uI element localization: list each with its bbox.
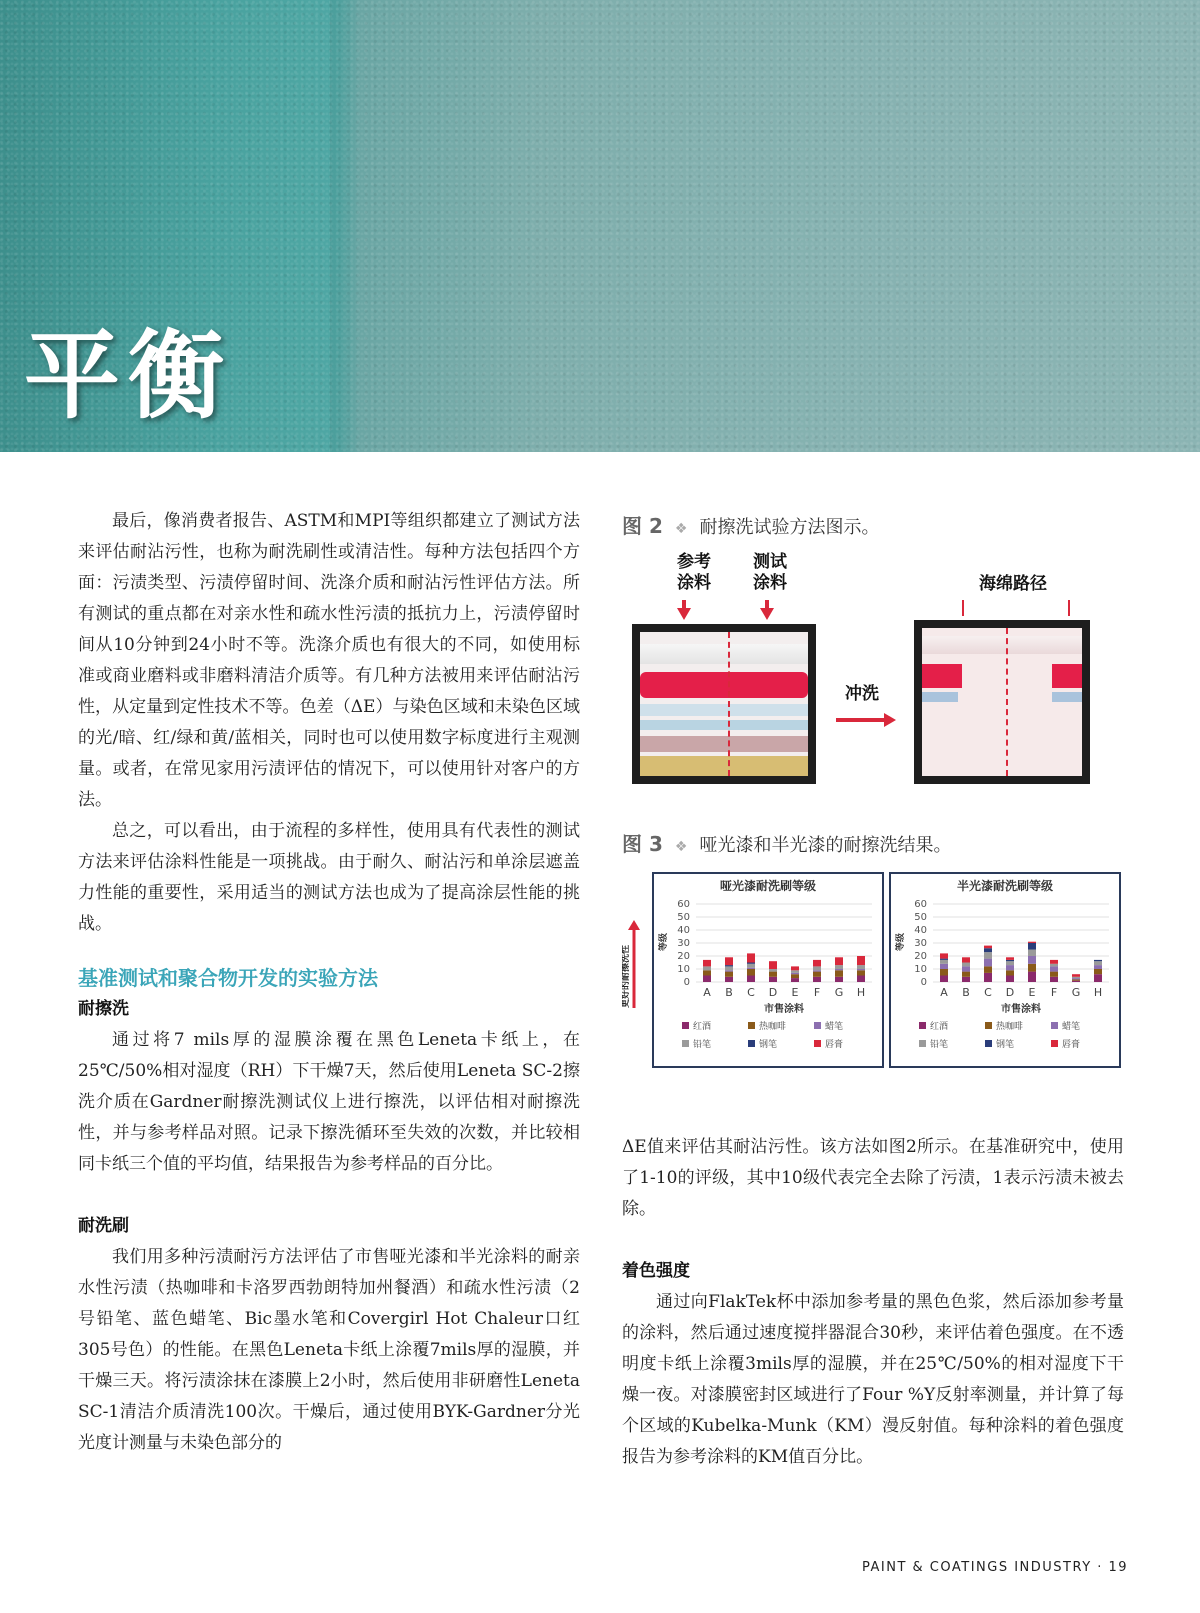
x-tick-label: C bbox=[747, 986, 755, 999]
bar-segment bbox=[813, 970, 821, 971]
x-tick-label: A bbox=[703, 986, 711, 999]
bar-segment bbox=[940, 976, 948, 983]
label-reference-paint: 参考 涂料 bbox=[677, 552, 711, 593]
paragraph: 总之，可以看出，由于流程的多样性，使用具有代表性的测试方法来评估涂料性能是一项挑战。由于耐久、耐沾污和单涂层遮盖力性能的重要性，采用适当的测试方法也成为了提高涂层性能的挑战。 bbox=[78, 821, 580, 934]
x-tick-label: F bbox=[813, 986, 821, 999]
bar-segment bbox=[1050, 960, 1058, 964]
bar-segment bbox=[1006, 976, 1014, 983]
figure-2 bbox=[622, 548, 1122, 784]
chart-title: 半光漆耐洗刷等级 bbox=[956, 879, 1054, 893]
bar-segment bbox=[940, 959, 948, 960]
hero-image bbox=[0, 0, 1200, 452]
bar-segment bbox=[835, 977, 843, 982]
y-axis-label: 等级 bbox=[896, 932, 906, 952]
outer-y-axis bbox=[622, 920, 640, 1010]
bar-segment bbox=[984, 973, 992, 982]
paragraph: 我们用多种污渍耐污方法评估了市售哑光漆和半光涂料的耐亲水性污渍（热咖啡和卡洛罗西勃朗特加州餐酒）和疏水性污渍（2号铅笔、蓝色蜡笔、Bic墨水笔和Covergirl Hot Chaleur口红305号色）的性能。在黑色Leneta卡纸上涂覆7mils厚的湿膜，并干燥三天。将污渍涂抹在漆膜上2小时，然后使用非研磨性Leneta SC-1清洁介质清洗100次。干燥后，通过使用BYK-Gardner分光光度计测量与未染色部分的 bbox=[78, 1247, 580, 1453]
bar-segment bbox=[835, 970, 843, 977]
x-tick-label: E bbox=[1028, 986, 1036, 999]
bar-segment bbox=[962, 972, 970, 977]
bar-segment bbox=[1028, 942, 1036, 943]
y-tick-label: 10 bbox=[914, 964, 927, 975]
chart-semigloss-svg bbox=[891, 874, 1119, 1066]
bar-segment bbox=[703, 976, 711, 983]
subsection-heading: 耐擦洗 bbox=[78, 999, 129, 1019]
arrow-down-icon bbox=[760, 608, 774, 620]
hero-color-boundary bbox=[330, 0, 360, 452]
chart-matte bbox=[652, 872, 884, 1068]
caption-text: 哑光漆和半光漆的耐擦洗结果。 bbox=[699, 835, 952, 856]
bar-segment bbox=[1006, 970, 1014, 975]
y-axis-label: 等级 bbox=[659, 932, 669, 952]
bar-segment bbox=[791, 973, 799, 974]
bar-segment bbox=[813, 960, 821, 967]
x-tick-label: B bbox=[725, 986, 733, 999]
label-wash: 冲洗 bbox=[845, 684, 879, 704]
legend-label: 蜡笔 bbox=[825, 1022, 844, 1032]
figure-3-caption: 图 3 ❖ 哑光漆和半光漆的耐擦洗结果。 bbox=[622, 832, 952, 856]
bar-segment bbox=[857, 969, 865, 970]
arrow-right-icon bbox=[884, 713, 896, 727]
x-tick-label: C bbox=[984, 986, 992, 999]
bar-segment bbox=[791, 970, 799, 973]
legend-swatch bbox=[814, 1022, 821, 1029]
bar-segment bbox=[1006, 961, 1014, 965]
bar-segment bbox=[962, 977, 970, 982]
legend-swatch bbox=[748, 1040, 755, 1047]
bar-segment bbox=[769, 961, 777, 969]
arrow-stem bbox=[836, 718, 884, 722]
x-tick-label: A bbox=[940, 986, 948, 999]
paragraph: 最后，像消费者报告、ASTM和MPI等组织都建立了测试方法来评估耐沾污性，也称为耐洗刷性或清洁性。每种方法包括四个方面：污渍类型、污渍停留时间、洗涤介质和耐沾污性评估方法。所有测试的重点都在对亲水性和疏水性污渍的抵抗力上，污渍停留时间从10分钟到24小时不等。洗涤介质也有很大的不同，如使用标准或商业磨料或非磨料清洁介质等。有几种方法被用来评估耐沾污性，从定量到定性技术不等。色差（ΔE）与染色区域和未染色区域的光/暗、红/绿和黄/蓝相关，同时也可以使用数字标度进行主观测量。或者，在常见家用污渍评估的情况下，可以使用针对客户的方法。 bbox=[78, 511, 580, 810]
caption-text: 耐擦洗试验方法图示。 bbox=[699, 517, 880, 538]
bar-segment bbox=[1050, 977, 1058, 982]
marker bbox=[962, 600, 964, 616]
bar-segment bbox=[747, 953, 755, 962]
bar-segment bbox=[962, 966, 970, 971]
bar-segment bbox=[1072, 977, 1080, 978]
y-tick-label: 30 bbox=[914, 938, 927, 949]
legend-label: 热咖啡 bbox=[996, 1022, 1024, 1032]
bar-segment bbox=[962, 957, 970, 962]
x-tick-label: G bbox=[1071, 986, 1081, 999]
bar-segment bbox=[1094, 974, 1102, 982]
legend-swatch bbox=[985, 1040, 992, 1047]
bar-segment bbox=[940, 969, 948, 976]
chart-matte-svg bbox=[654, 874, 882, 1066]
legend-label: 钢笔 bbox=[759, 1040, 778, 1050]
section-heading: 基准测试和聚合物开发的实验方法 bbox=[78, 966, 378, 990]
paragraph: ΔE值来评估其耐沾污性。该方法如图2所示。在基准研究中，使用了1-10的评级，其中10级代表完全去除了污渍，1表示污渍未被去除。 bbox=[622, 1137, 1124, 1219]
y-tick-label: 0 bbox=[683, 977, 690, 988]
bar-segment bbox=[725, 972, 733, 977]
chart-semigloss bbox=[889, 872, 1121, 1068]
card-before bbox=[632, 624, 816, 784]
x-tick-label: G bbox=[834, 986, 844, 999]
x-tick-label: E bbox=[791, 986, 799, 999]
bar-segment bbox=[1028, 972, 1036, 982]
bar-segment bbox=[725, 957, 733, 965]
arrow-down-icon bbox=[677, 608, 691, 620]
bar-segment bbox=[747, 964, 755, 968]
bar-segment bbox=[791, 974, 799, 978]
paragraph: 通过将7 mils厚的湿膜涂覆在黑色Leneta卡纸上，在25℃/50%相对湿度（RH）下干燥7天，然后使用Leneta SC-2擦洗介质在Gardner耐擦洗测试仪上进行擦洗，以评估相对耐擦洗性，并与参考样品对照。记录下擦洗循环至失效的次数，并比较相同卡纸三个值的平均值，结果报告为参考样品的百分比。 bbox=[78, 1030, 580, 1174]
y-tick-label: 40 bbox=[914, 925, 927, 936]
figure-number: 图 3 bbox=[622, 832, 663, 856]
bar-segment bbox=[1094, 961, 1102, 965]
bar-segment bbox=[962, 963, 970, 967]
bar-segment bbox=[1094, 969, 1102, 974]
article-title: 平衡 bbox=[24, 320, 232, 432]
legend-label: 铅笔 bbox=[930, 1040, 949, 1050]
bar-segment bbox=[747, 976, 755, 983]
bar-segment bbox=[940, 960, 948, 964]
legend-label: 红酒 bbox=[693, 1022, 712, 1032]
bar-segment bbox=[725, 970, 733, 971]
label-sponge-path: 海绵路径 bbox=[979, 574, 1047, 594]
bar-segment bbox=[769, 977, 777, 982]
bar-segment bbox=[791, 978, 799, 982]
bar-segment bbox=[1028, 964, 1036, 972]
figure-2-caption: 图 2 ❖ 耐擦洗试验方法图示。 bbox=[622, 514, 880, 538]
bar-segment bbox=[703, 970, 711, 975]
card-after bbox=[914, 620, 1090, 784]
bar-segment bbox=[703, 966, 711, 970]
bar-segment bbox=[857, 956, 865, 965]
bar-segment bbox=[725, 966, 733, 970]
bar-segment bbox=[1050, 972, 1058, 977]
bar-segment bbox=[835, 957, 843, 965]
bar-segment bbox=[769, 969, 777, 972]
bar-segment bbox=[747, 969, 755, 976]
bar-segment bbox=[835, 969, 843, 970]
legend-swatch bbox=[814, 1040, 821, 1047]
bar-segment bbox=[813, 972, 821, 977]
bar-segment bbox=[984, 948, 992, 952]
legend-swatch bbox=[1051, 1022, 1058, 1029]
x-tick-label: B bbox=[962, 986, 970, 999]
bar-segment bbox=[1072, 979, 1080, 980]
bar-segment bbox=[940, 953, 948, 958]
y-tick-label: 50 bbox=[914, 912, 927, 923]
legend-label: 红酒 bbox=[930, 1022, 949, 1032]
bar-segment bbox=[1006, 965, 1014, 970]
bar-segment bbox=[1028, 943, 1036, 950]
arrow-stem bbox=[682, 600, 686, 608]
legend-label: 铅笔 bbox=[693, 1040, 712, 1050]
y-tick-label: 0 bbox=[920, 977, 927, 988]
bar-segment bbox=[703, 960, 711, 967]
legend-swatch bbox=[748, 1022, 755, 1029]
bar-segment bbox=[984, 966, 992, 973]
y-tick-label: 40 bbox=[677, 925, 690, 936]
legend-label: 热咖啡 bbox=[759, 1022, 787, 1032]
legend-swatch bbox=[919, 1022, 926, 1029]
y-tick-label: 20 bbox=[677, 951, 690, 962]
legend-swatch bbox=[985, 1022, 992, 1029]
outer-y-label: 更好的耐擦洗性 bbox=[622, 944, 631, 1008]
legend-label: 钢笔 bbox=[996, 1040, 1015, 1050]
bar-segment bbox=[1094, 965, 1102, 969]
label-test-paint: 测试 涂料 bbox=[753, 552, 787, 593]
y-tick-label: 10 bbox=[677, 964, 690, 975]
bar-segment bbox=[1006, 957, 1014, 960]
y-tick-label: 20 bbox=[914, 951, 927, 962]
subsection-heading: 耐洗刷 bbox=[78, 1216, 129, 1236]
legend-label: 唇膏 bbox=[1062, 1040, 1081, 1050]
chart-title: 哑光漆耐洗刷等级 bbox=[719, 879, 817, 893]
x-tick-label: D bbox=[1005, 986, 1015, 999]
x-axis-label: 市售涂料 bbox=[1001, 1004, 1041, 1015]
bar-segment bbox=[984, 952, 992, 959]
right-column bbox=[622, 1132, 1124, 1473]
bar-segment bbox=[984, 946, 992, 949]
bar-segment bbox=[1072, 981, 1080, 982]
bar-segment bbox=[1094, 960, 1102, 961]
bar-segment bbox=[984, 959, 992, 967]
legend-swatch bbox=[682, 1022, 689, 1029]
bar-segment bbox=[1050, 966, 1058, 971]
legend-label: 蜡笔 bbox=[1062, 1022, 1081, 1032]
legend-swatch bbox=[919, 1040, 926, 1047]
x-tick-label: F bbox=[1050, 986, 1058, 999]
figure-number: 图 2 bbox=[622, 514, 663, 538]
x-axis-label: 市售涂料 bbox=[764, 1004, 804, 1015]
bar-segment bbox=[857, 976, 865, 983]
better-scrub-resistance-label bbox=[622, 920, 640, 1010]
bar-segment bbox=[747, 963, 755, 964]
bar-segment bbox=[769, 972, 777, 977]
arrow-up-icon bbox=[628, 920, 640, 930]
bar-segment bbox=[1028, 956, 1036, 964]
x-tick-label: H bbox=[856, 986, 866, 999]
bar-segment bbox=[725, 965, 733, 966]
legend-swatch bbox=[682, 1040, 689, 1047]
arrow-stem bbox=[765, 600, 769, 608]
bar-segment bbox=[1050, 964, 1058, 967]
bar-segment bbox=[1006, 960, 1014, 961]
page-footer: PAINT & COATINGS INDUSTRY · 19 bbox=[862, 1560, 1129, 1575]
x-tick-label: D bbox=[768, 986, 778, 999]
bar-segment bbox=[1072, 974, 1080, 977]
bar-segment bbox=[1072, 978, 1080, 979]
y-tick-label: 50 bbox=[677, 912, 690, 923]
bar-segment bbox=[857, 970, 865, 975]
bar-segment bbox=[940, 964, 948, 969]
bar-segment bbox=[857, 965, 865, 969]
legend-swatch bbox=[1051, 1040, 1058, 1047]
bar-segment bbox=[813, 977, 821, 982]
bar-segment bbox=[813, 966, 821, 970]
left-column bbox=[78, 506, 580, 1459]
y-tick-label: 60 bbox=[914, 899, 927, 910]
y-tick-label: 30 bbox=[677, 938, 690, 949]
x-tick-label: H bbox=[1093, 986, 1103, 999]
paragraph: 通过向FlakTek杯中添加参考量的黑色色浆，然后添加参考量的涂料，然后通过速度搅拌器混合30秒，来评估着色强度。在不透明度卡纸上涂覆3mils厚的湿膜，并在25℃/50%的相对湿度下干燥一夜。对漆膜密封区域进行了Four %Y反射率测量，并计算了每个区域的Kubelka-Munk（KM）漫反射值。每种涂料的着色强度报告为参考涂料的KM值百分比。 bbox=[622, 1292, 1124, 1467]
bar-segment bbox=[835, 965, 843, 969]
marker bbox=[1068, 600, 1070, 616]
bar-segment bbox=[791, 966, 799, 970]
bar-segment bbox=[747, 968, 755, 969]
bar-segment bbox=[725, 977, 733, 982]
y-tick-label: 60 bbox=[677, 899, 690, 910]
legend-label: 唇膏 bbox=[825, 1040, 844, 1050]
bar-segment bbox=[1028, 950, 1036, 957]
subsection-heading: 着色强度 bbox=[622, 1261, 690, 1281]
